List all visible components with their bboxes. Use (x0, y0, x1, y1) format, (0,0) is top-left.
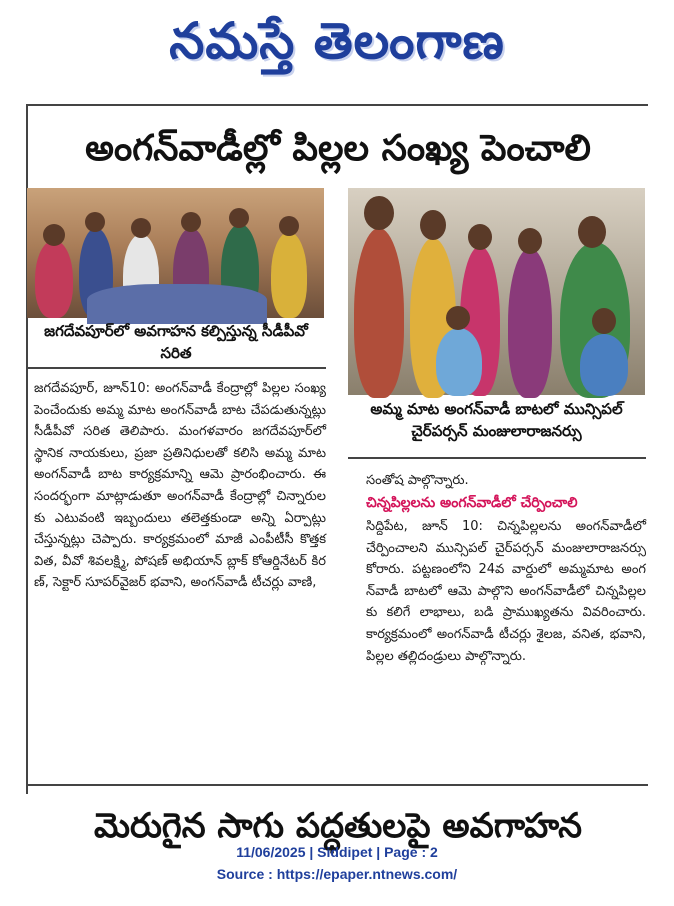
column1-body: జగదేవపూర్, జూన్10: అంగన్‌వాడీ కేంద్రాల్లో పిల్లల సంఖ్య పెంచేందుకు అమ్మ మాట అంగన్‌వాడీ బాట చేపడుతున్నట్లు సీడీపీవో సరిత తెలిపారు. మంగళవారం జగదేవపూర్‌లో స్థానిక నాయకులు, ప్రజా ప్రతినిధులతో కలిసి అమ్మ మాట అంగన్‌వాడీ బాట కార్యక్రమాన్ని ఆమె ప్రారంభించారు. ఈ సందర్భంగా మాట్లాడుతూ అంగన్‌వాడీ కేంద్రాల్లో చిన్నారులకు ఎటువంటి ఇబ్బందులు తలెత్తకుండా అన్ని ఏర్పాట్లు చేస్తున్నట్లు చెప్పారు. కార్యక్రమంలో మాజీ ఎంపీటీసీ కొత్తకవిత, వీవో శివలక్ష్మి, పోషణ్ అభియాన్ బ్లాక్ కోఆర్డినేటర్ కిరణ్, సెక్టార్ సూపర్‌వైజర్ భవాని, అంగన్‌వాడీ టీచర్లు వాణి, (34, 381, 326, 591)
next-article-headline (28, 800, 648, 846)
bottom-rule (26, 784, 648, 786)
next-article-headline-text: మెరుగైన సాగు పద్ధతులపై అవగాహన (94, 806, 582, 846)
photo2-caption: అమ్మ మాట అంగన్‌వాడీ బాటలో మున్సిపల్ చైర్‌పర్సన్ మంజులారాజనర్సు (370, 400, 623, 440)
top-rule (26, 104, 648, 106)
article-headline: అంగన్‌వాడీల్లో పిల్లల సంఖ్య పెంచాలి (85, 128, 591, 169)
photo-anganwadi-children (348, 188, 645, 395)
footer-date-page: 11/06/2025 | Siddipet | Page : 2 (236, 844, 438, 860)
caption2-rule (348, 457, 646, 459)
column2-lead: సంతోష పాల్గొన్నారు. (366, 473, 469, 488)
photo1-caption: జగదేవపూర్‌లో అవగాహన కల్పిస్తున్న సీడీపీవో సరిత (44, 322, 308, 362)
column2-body: సిద్దిపేట, జూన్ 10: చిన్నపిల్లలను అంగన్‌వాడీలో చేర్పించాలని మున్సిపల్ చైర్‌పర్సన్ మంజులారాజనర్సు కోరారు. పట్టణంలోని 24వ వార్డులో అమ్మమాట అంగన్‌వాడీ బాటలో ఆమె పాల్గొని అంగన్‌వాడీలో చిన్నపిల్లలకు కలిగే లాభాలు, బడి ప్రాముఖ్యతను వివరించారు. కార్యక్రమంలో అంగన్‌వాడీ టీచర్లు శైలజ, వనిత, భవాని, పిల్లల తల్లిదండ్రులు పాల్గొన్నారు. (366, 519, 646, 664)
masthead-title: నమస్తే తెలంగాణ (169, 12, 505, 70)
caption1-rule (28, 367, 326, 369)
photo-jagadevpur-meeting (27, 188, 324, 318)
column2-subhead: చిన్నపిల్లలను అంగన్‌వాడీలో చేర్పించాలి (366, 495, 578, 511)
footer-source: Source : https://epaper.ntnews.com/ (216, 866, 458, 882)
